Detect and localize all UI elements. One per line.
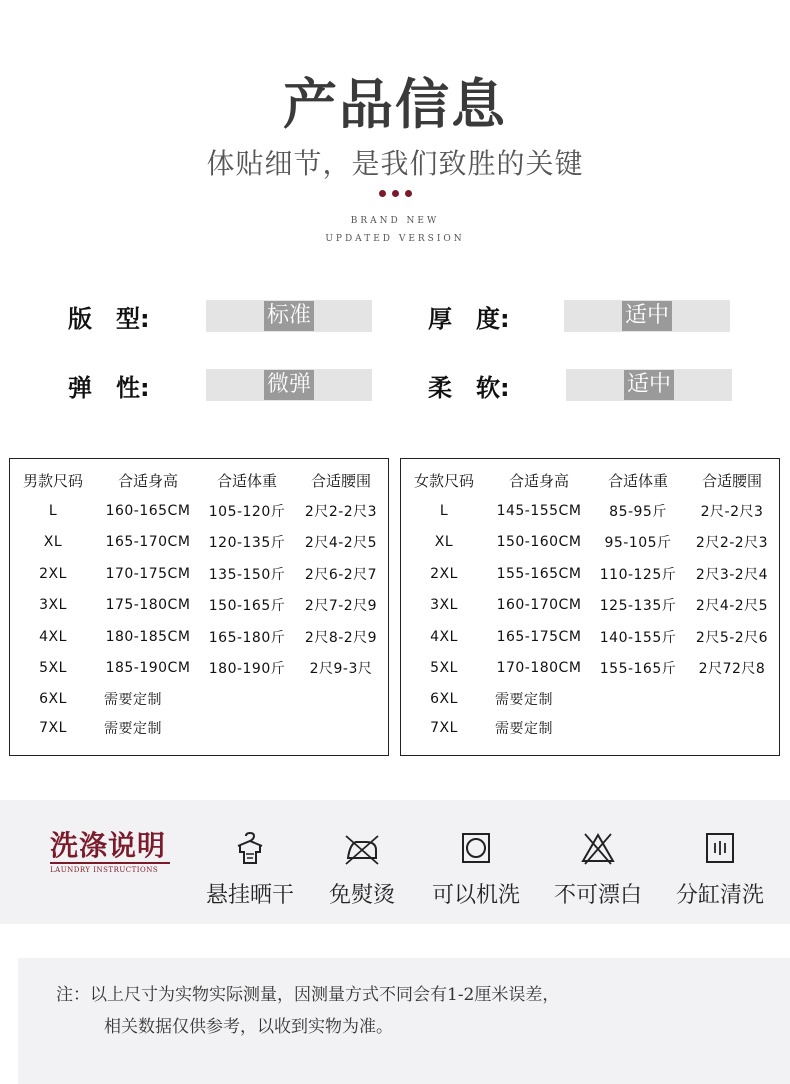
hang-dry-icon bbox=[232, 830, 268, 866]
decorative-dots bbox=[0, 190, 790, 197]
table-cell: 180-190斤 bbox=[208, 661, 286, 678]
table-cell: 2尺9-3尺 bbox=[309, 661, 373, 678]
brand-line-2: UPDATED VERSION bbox=[325, 234, 465, 244]
table-cell: 160-170CM bbox=[496, 597, 582, 614]
dot-icon bbox=[379, 190, 386, 197]
table-cell: 140-155斤 bbox=[599, 629, 677, 646]
table-header: 合适身高 bbox=[508, 471, 569, 490]
table-row bbox=[401, 713, 779, 742]
no-iron-icon bbox=[344, 830, 380, 866]
laundry-item-separate-wash bbox=[660, 830, 780, 909]
table-cell: 2尺8-2尺9 bbox=[304, 629, 378, 646]
table-row bbox=[401, 495, 779, 527]
table-cell: 95-105斤 bbox=[604, 535, 672, 552]
attr-value: 适中 bbox=[622, 301, 672, 331]
table-cell: 135-150斤 bbox=[208, 566, 286, 583]
table-cell: XL bbox=[43, 534, 63, 551]
table-row bbox=[10, 590, 388, 622]
table-header: 男款尺码 bbox=[22, 471, 83, 490]
attr-label: 弹 性: bbox=[68, 373, 150, 402]
attr-fit bbox=[68, 300, 372, 332]
no-bleach-icon bbox=[580, 830, 616, 866]
table-cell: 7XL bbox=[39, 719, 67, 736]
table-cell: 2尺4-2尺5 bbox=[695, 598, 769, 615]
laundry-item-machine-wash bbox=[416, 830, 536, 909]
table-cell: 5XL bbox=[430, 660, 458, 677]
table-cell: 需要定制 bbox=[495, 720, 553, 737]
table-cell: 需要定制 bbox=[104, 720, 162, 737]
laundry-item-no-bleach bbox=[538, 830, 658, 909]
table-header-row bbox=[401, 465, 779, 495]
laundry-label: 免熨烫 bbox=[328, 883, 395, 908]
table-row bbox=[10, 495, 388, 527]
attr-softness bbox=[428, 369, 732, 401]
table-cell: 5XL bbox=[39, 660, 67, 677]
table-row bbox=[401, 621, 779, 653]
table-cell: 4XL bbox=[430, 628, 458, 645]
table-cell: 2XL bbox=[430, 565, 458, 582]
table-cell: 110-125斤 bbox=[599, 566, 677, 583]
table-header: 合适腰围 bbox=[701, 471, 762, 490]
table-cell: 7XL bbox=[430, 719, 458, 736]
table-cell: 需要定制 bbox=[495, 691, 553, 708]
laundry-label: 分缸清洗 bbox=[675, 883, 764, 908]
table-cell: 6XL bbox=[430, 690, 458, 707]
table-cell: 150-160CM bbox=[496, 534, 582, 551]
attr-value-box bbox=[206, 300, 372, 332]
table-cell: 150-165斤 bbox=[208, 598, 286, 615]
table-header: 合适体重 bbox=[607, 471, 668, 490]
women-table bbox=[401, 465, 779, 742]
brand-line-1: BRAND NEW bbox=[350, 216, 440, 226]
table-cell: 3XL bbox=[430, 597, 458, 614]
attr-value: 标准 bbox=[264, 301, 314, 331]
table-cell: 170-175CM bbox=[105, 565, 191, 582]
table-cell: 170-180CM bbox=[496, 660, 582, 677]
table-cell: 185-190CM bbox=[105, 660, 191, 677]
table-cell: 165-180斤 bbox=[208, 629, 286, 646]
page-subtitle: 体贴细节，是我们致胜的关键 bbox=[206, 147, 584, 180]
table-cell: 120-135斤 bbox=[208, 535, 286, 552]
table-cell: 2尺5-2尺6 bbox=[695, 629, 769, 646]
women-size-table bbox=[400, 458, 780, 756]
attr-value-box bbox=[564, 300, 730, 332]
note-line-1: 注：以上尺寸为实物实际测量，因测量方式不同会有1-2厘米误差， bbox=[56, 985, 560, 1005]
table-row bbox=[10, 558, 388, 590]
table-cell: 2尺3-2尺4 bbox=[695, 566, 769, 583]
attr-value: 适中 bbox=[624, 370, 674, 400]
laundry-divider bbox=[50, 862, 170, 864]
table-cell: 6XL bbox=[39, 690, 67, 707]
laundry-label: 不可漂白 bbox=[553, 883, 642, 908]
table-header: 合适腰围 bbox=[310, 471, 371, 490]
table-cell: 165-175CM bbox=[496, 628, 582, 645]
table-cell: 2尺6-2尺7 bbox=[304, 566, 378, 583]
table-cell: 2尺2-2尺3 bbox=[304, 503, 378, 520]
table-row bbox=[401, 653, 779, 685]
dot-icon bbox=[392, 190, 399, 197]
table-cell: 需要定制 bbox=[104, 691, 162, 708]
attr-value: 微弹 bbox=[264, 370, 314, 400]
table-cell: 155-165CM bbox=[496, 565, 582, 582]
table-cell: 2尺2-2尺3 bbox=[695, 535, 769, 552]
laundry-item-hang-dry bbox=[190, 830, 310, 909]
table-cell: 2尺4-2尺5 bbox=[304, 535, 378, 552]
attr-label: 厚 度: bbox=[428, 304, 510, 333]
laundry-label: 悬挂晒干 bbox=[205, 883, 294, 908]
table-cell: 165-170CM bbox=[105, 534, 191, 551]
table-cell: L bbox=[439, 502, 449, 519]
laundry-subtitle: LAUNDRY INSTRUCTIONS bbox=[50, 866, 159, 874]
table-cell: 145-155CM bbox=[496, 502, 582, 519]
table-row bbox=[10, 527, 388, 559]
table-row bbox=[401, 684, 779, 713]
table-cell: XL bbox=[434, 534, 454, 551]
dot-icon bbox=[405, 190, 412, 197]
attr-label: 柔 软: bbox=[428, 373, 510, 402]
table-cell: 105-120斤 bbox=[208, 503, 286, 520]
table-cell: 155-165斤 bbox=[599, 661, 677, 678]
table-row bbox=[401, 590, 779, 622]
note-line-2: 相关数据仅供参考，以收到实物为准。 bbox=[104, 1017, 393, 1037]
table-cell: 160-165CM bbox=[105, 502, 191, 519]
table-cell: 2尺-2尺3 bbox=[700, 503, 764, 520]
laundry-label: 可以机洗 bbox=[431, 883, 520, 908]
attr-value-box bbox=[206, 369, 372, 401]
table-row bbox=[10, 713, 388, 742]
page-title: 产品信息 bbox=[283, 73, 507, 136]
table-cell: 2尺72尺8 bbox=[698, 661, 766, 678]
laundry-item-no-iron bbox=[302, 830, 422, 909]
table-header: 女款尺码 bbox=[413, 471, 474, 490]
table-header-row bbox=[10, 465, 388, 495]
men-table bbox=[10, 465, 388, 742]
table-header: 合适体重 bbox=[216, 471, 277, 490]
table-row bbox=[401, 558, 779, 590]
table-row bbox=[401, 527, 779, 559]
separate-wash-icon bbox=[702, 830, 738, 866]
table-row bbox=[10, 684, 388, 713]
attr-value-box bbox=[566, 369, 732, 401]
attr-label: 版 型: bbox=[68, 304, 150, 333]
table-cell: 3XL bbox=[39, 597, 67, 614]
table-row bbox=[10, 621, 388, 653]
table-cell: 175-180CM bbox=[105, 597, 191, 614]
table-cell: 85-95斤 bbox=[609, 503, 667, 520]
table-cell: 4XL bbox=[39, 628, 67, 645]
laundry-title: 洗涤说明 bbox=[50, 829, 167, 862]
table-cell: 2尺7-2尺9 bbox=[304, 598, 378, 615]
table-cell: 180-185CM bbox=[105, 628, 191, 645]
attr-thickness bbox=[428, 300, 730, 332]
table-cell: 125-135斤 bbox=[599, 598, 677, 615]
table-row bbox=[10, 653, 388, 685]
machine-wash-icon bbox=[458, 830, 494, 866]
table-header: 合适身高 bbox=[117, 471, 178, 490]
table-cell: L bbox=[48, 502, 58, 519]
men-size-table bbox=[9, 458, 389, 756]
attr-elasticity bbox=[68, 369, 372, 401]
table-cell: 2XL bbox=[39, 565, 67, 582]
